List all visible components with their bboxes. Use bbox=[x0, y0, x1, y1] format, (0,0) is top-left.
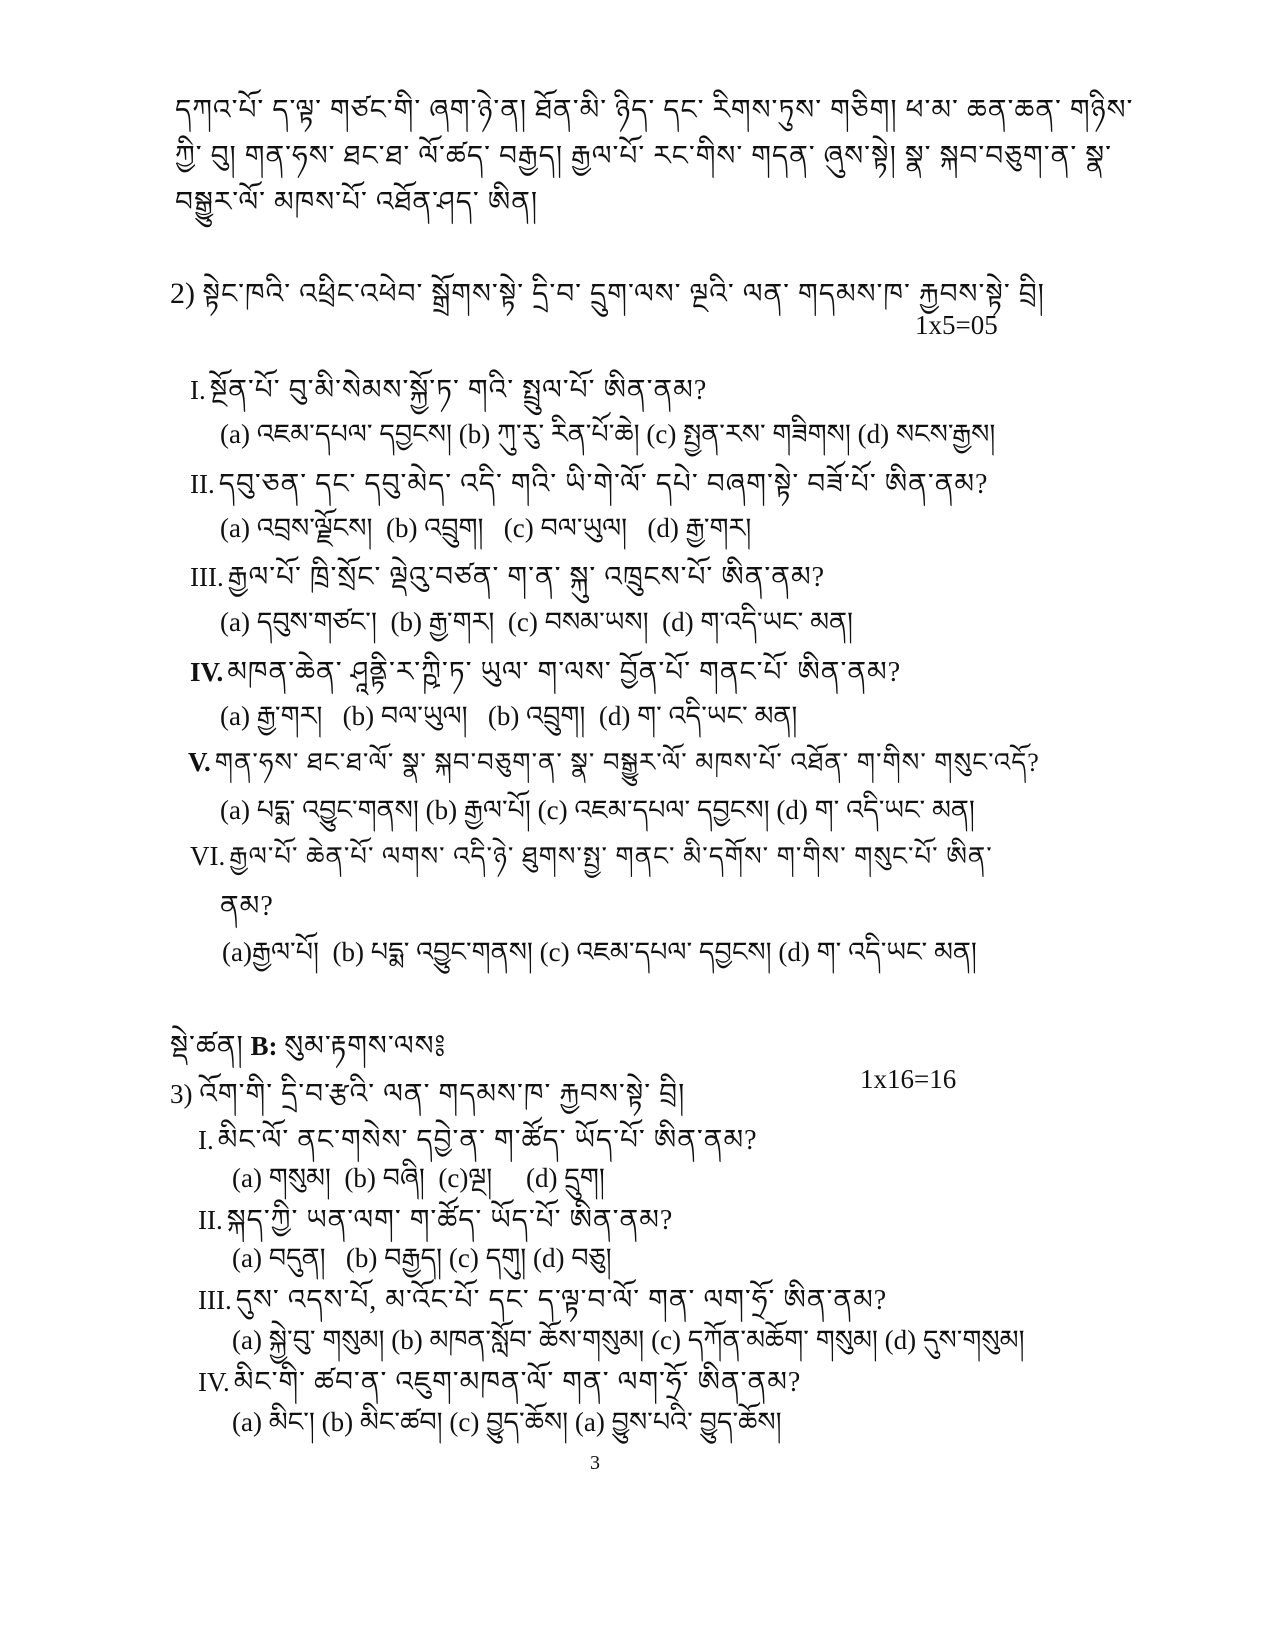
question-number: III. bbox=[190, 562, 224, 592]
question-text: རྒྱལ་པོ་ ཁྲི་སྲོང་ ལྡེའུ་བཙན་ ག་ན་ སྐུ་ འཁྲུངས་པོ་ ཨིན་ནམ? bbox=[227, 562, 826, 593]
question-number: IV. bbox=[198, 1367, 230, 1397]
option-c: (c)ལྔ། bbox=[438, 1163, 493, 1193]
q3-marks: 1x16=16 bbox=[860, 1064, 957, 1094]
question-text: མིང་ལོ་ ནང་གསེས་ དབྱེ་ན་ ག་ཚོད་ ཡོད་པོ་ ཨིན་ནམ? bbox=[217, 1125, 758, 1156]
option-a: (a) དབུས་གཙང་། bbox=[220, 607, 377, 637]
option-c: (c) དགུ། bbox=[448, 1243, 527, 1273]
option-d: (d) ག་ འདི་ཡང་ མན། bbox=[778, 937, 977, 967]
option-b: (b) རྒྱལ་པོ། bbox=[425, 795, 531, 825]
q3-instruction: འོག་གི་ དྲི་བ་རྩའི་ ལན་ གདམས་ཁ་ རྐྱབས་སྟེ་ བྲི། bbox=[199, 1079, 686, 1110]
option-c: (c) དཀོན་མཆོག་ གསུམ། bbox=[651, 1325, 878, 1355]
option-b: (b) བཞི། bbox=[344, 1163, 425, 1193]
option-a: (a) གསུམ། bbox=[232, 1163, 331, 1193]
question-text: དབུ་ཅན་ དང་ དབུ་མེད་ འདི་ གའི་ ཡི་གེ་ལོ་ དཔེ་ བཞག་སྟེ་ བཟོ་པོ་ ཨིན་ནམ? bbox=[218, 469, 989, 500]
option-b: (b) མཁན་སློབ་ ཆོས་གསུམ། bbox=[391, 1325, 645, 1355]
section-title: སུམ་རྟགས་ལས༔ bbox=[284, 1031, 447, 1062]
q2-marks: 1x5=05 bbox=[915, 310, 998, 340]
section-label-tibetan: སྡེ་ཚན། bbox=[170, 1031, 244, 1062]
option-d: (d) བཅུ། bbox=[532, 1243, 612, 1273]
q2-instruction: སྟེང་ཁའི་ འཕྲིང་འཕེབ་ སྒྲོགས་སྟེ་ དྲི་བ་ དྲུག་ལས་ ལྔའི་ ལན་ གདམས་ཁ་ རྐྱབས་སྟེ་ བྲི། bbox=[202, 279, 1045, 310]
q2-number: 2) bbox=[170, 277, 195, 310]
question-text: རྒྱལ་པོ་ ཆེན་པོ་ ལགས་ འདི་ཉེ་ ཐུགས་སྤྱ་ གནང་ མི་དགོས་ ག་གིས་ གསུང་པོ་ ཨིན་ bbox=[229, 842, 993, 871]
option-d: (d) ག་ འདི་ཡང་ མན། bbox=[776, 795, 975, 825]
option-c: (b) འབྲུག། bbox=[487, 701, 586, 731]
question-number: II. bbox=[190, 469, 215, 499]
option-d: (d) ག་འདི་ཡང་ མན། bbox=[662, 607, 854, 637]
option-c: (c) སྤྱན་རས་ གཟིགས། bbox=[646, 419, 851, 449]
option-b: (b) མིང་ཚབ། bbox=[321, 1407, 443, 1437]
option-b: (b) འབྲུག། bbox=[385, 513, 484, 543]
question-number: III. bbox=[198, 1285, 232, 1315]
question-text: སྔོན་པོ་ བུ་མི་སེམས་སྐྱོ་ཏ་ གའི་ སྤྲུལ་པོ་ ཨིན་ནམ? bbox=[209, 375, 708, 406]
q2-options-6 bbox=[222, 922, 977, 998]
option-c: (c) བྱུད་ཆོས། bbox=[449, 1407, 569, 1437]
option-d: (d) སངས་རྒྱས། bbox=[857, 419, 996, 449]
question-number: VI. bbox=[190, 841, 226, 871]
option-b: (b) བརྒྱད། bbox=[345, 1243, 443, 1273]
question-text: དུས་ འདས་པོ, མ་འོང་པོ་ དང་ ད་ལྟ་བ་ལོ་ གན་ ལག་ཧྲོ་ ཨིན་ནམ? bbox=[235, 1285, 888, 1316]
intro-line-3: བསྒྱུར་ལོ་ མཁས་པོ་ འཐོན་ཤད་ ཨིན། bbox=[175, 187, 539, 218]
option-c: (c) འཇམ་དཔལ་ དབྱངས། bbox=[537, 795, 770, 825]
option-b: (b) པདྨ་ འབྱུང་གནས། bbox=[332, 937, 533, 967]
option-a: (a) རྒྱ་གར། bbox=[220, 701, 323, 731]
option-d: (d) དུས་གསུམ། bbox=[884, 1325, 1025, 1355]
intro-line-1: དཀའ་པོ་ ད་ལྟ་ གཙང་གི་ ཞག་ཉེ་ན། ཐོན་མི་ ཉིད་ དང་ རིགས་ཏུས་ གཅིག། ཕ་མ་ ཆན་ཆན་ གཉིས་ bbox=[175, 95, 1134, 126]
option-b: (b) རྒྱ་གར། bbox=[390, 607, 495, 637]
option-a: (a) བདུན། bbox=[232, 1243, 326, 1273]
option-a: (a) པདྨ་ འབྱུང་གནས། bbox=[220, 795, 419, 825]
option-a: (a) འཇམ་དཔལ་ དབྱངས། bbox=[220, 419, 452, 449]
option-a: (a) མིང་། bbox=[232, 1407, 315, 1437]
question-number: II. bbox=[198, 1205, 223, 1235]
q2-heading bbox=[170, 262, 1045, 341]
option-a: (a)རྒྱལ་པོ། bbox=[222, 937, 320, 967]
question-text: མཁན་ཆེན་ ཤཱནྟི་ར་ཀྵི་ཏ་ ཡུལ་ ག་ལས་ བྱོན་པོ་ གནང་པོ་ ཨིན་ནམ? bbox=[227, 657, 902, 688]
option-d: (d) དྲུག། bbox=[526, 1163, 605, 1193]
section-letter: B: bbox=[250, 1031, 278, 1061]
option-a: (a) འབྲས་ལྗོངས། bbox=[220, 513, 373, 543]
q2-question-6-cont: ནམ? bbox=[220, 891, 274, 922]
question-number: V. bbox=[188, 747, 211, 777]
option-d: (a) བྱུས་པའི་ བྱུད་ཆོས། bbox=[574, 1407, 782, 1437]
option-b: (b) ཀུ་རུ་ རིན་པོ་ཆེ། bbox=[458, 419, 640, 449]
option-d: (d) ག་ འདི་ཡང་ མན། bbox=[598, 701, 798, 731]
option-b: (b) བལ་ཡུལ། bbox=[342, 701, 468, 731]
q3-options-4 bbox=[232, 1392, 782, 1468]
option-a: (a) སྐྱེ་བུ་ གསུམ། bbox=[232, 1325, 385, 1355]
q3-number: 3) bbox=[170, 1079, 193, 1109]
option-c: (c) འཇམ་དཔལ་ དབྱངས། bbox=[539, 937, 772, 967]
question-text: སྐད་ཀྱི་ ཡན་ལག་ ག་ཚོད་ ཡོད་པོ་ ཨིན་ནམ? bbox=[226, 1205, 674, 1236]
option-c: (c) བསམ་ཡས། bbox=[507, 607, 649, 637]
question-number: IV. bbox=[190, 657, 224, 687]
option-d: (d) རྒྱ་གར། bbox=[647, 513, 752, 543]
q2-question-6 bbox=[190, 828, 993, 901]
question-number: I. bbox=[190, 375, 206, 405]
page-number: 3 bbox=[590, 1452, 600, 1474]
intro-line-2: ཀྱི་ བུ། གན་ཧས་ ཐང་ཐ་ ལོ་ཚད་ བརྒྱད། རྒྱལ་པོ་ རང་གིས་ གདན་ ཞུས་སྟེ། སྣ་ སྐབ་བཅུག་ན་ སྣ་ bbox=[175, 141, 1112, 172]
question-text: གན་ཧས་ ཐང་ཐ་ལོ་ སྣ་ སྐབ་བཅུག་ན་ སྣ་ བསྒྱུར་ལོ་ མཁས་པོ་ འཐོན་ ག་གིས་ གསུང་འདོ? bbox=[214, 748, 1040, 777]
option-c: (c) བལ་ཡུལ། bbox=[503, 513, 628, 543]
question-number: I. bbox=[198, 1125, 214, 1155]
question-text: མིང་གི་ ཚབ་ན་ འཇུག་མཁན་ལོ་ གན་ ལག་ཧྲོ་ ཨིན་ནམ? bbox=[233, 1367, 802, 1398]
